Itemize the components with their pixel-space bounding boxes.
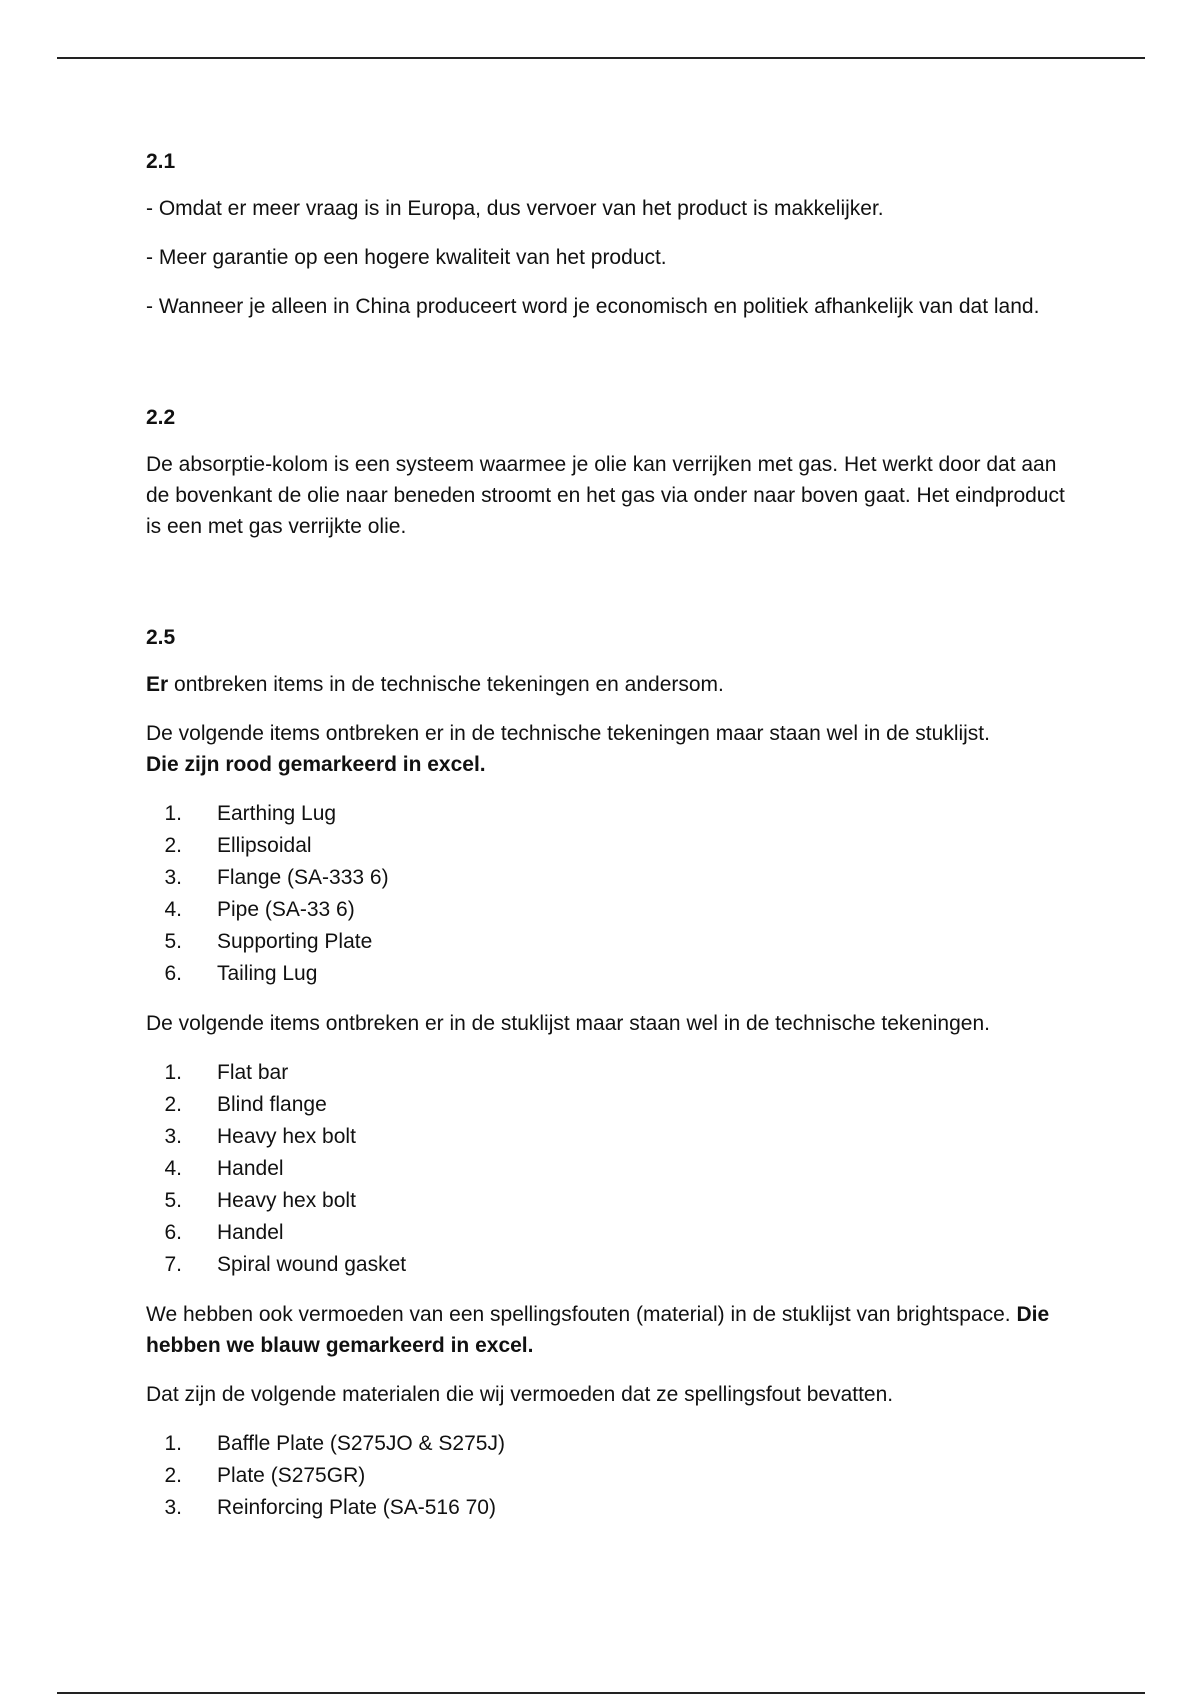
top-rule — [57, 57, 1145, 59]
list-item-text: Plate (S275GR) — [217, 1464, 366, 1487]
list-item — [146, 862, 1066, 894]
list-item-number: 5. — [164, 930, 182, 953]
list-item — [146, 830, 1066, 862]
list-item-text: Blind flange — [217, 1093, 327, 1116]
missing-drawings-text: De volgende items ontbreken er in de technische tekeningen maar staan wel in de stuklijst. — [146, 722, 990, 745]
spelling-note: Die hebben we blauw gemarkeerd in excel. — [146, 1303, 1050, 1357]
list-item-text: Baffle Plate (S275JO & S275J) — [217, 1432, 505, 1455]
list-item-text: Heavy hex bolt — [217, 1189, 356, 1212]
list-item — [146, 926, 1066, 958]
list-item-number: 1. — [164, 1432, 182, 1455]
list-item-number: 7. — [164, 1253, 182, 1276]
list-item — [146, 1153, 1066, 1185]
list-item-number: 1. — [164, 802, 182, 825]
list-item — [146, 1185, 1066, 1217]
list-item-text: Flat bar — [217, 1061, 289, 1084]
list-item — [146, 1460, 1066, 1492]
document-body — [146, 146, 1066, 1542]
list-item-text: Ellipsoidal — [217, 834, 312, 857]
list-item-number: 2. — [164, 1464, 182, 1487]
list-item-text: Reinforcing Plate (SA-516 70) — [217, 1496, 496, 1519]
heading-2-2: 2.2 — [146, 406, 176, 429]
list-item-number: 2. — [164, 834, 182, 857]
missing-list-list — [146, 1057, 1066, 1281]
list-item — [146, 958, 1066, 990]
paragraph-2-1-a: - Omdat er meer vraag is in Europa, dus vervoer van het product is makkelijker. — [146, 197, 884, 220]
paragraph-2-1-b: - Meer garantie op een hogere kwaliteit van het product. — [146, 246, 667, 269]
paragraph-spelling-intro: Dat zijn de volgende materialen die wij vermoeden dat ze spellingsfout bevatten. — [146, 1383, 894, 1406]
list-item — [146, 1089, 1066, 1121]
list-item — [146, 1492, 1066, 1524]
list-item-number: 6. — [164, 962, 182, 985]
missing-drawings-note: Die zijn rood gemarkeerd in excel. — [146, 753, 486, 776]
list-item — [146, 894, 1066, 926]
intro-rest: ontbreken items in de technische tekeningen en andersom. — [168, 673, 724, 696]
paragraph-2-5-intro — [146, 669, 1066, 700]
list-item-number: 3. — [164, 1125, 182, 1148]
spelling-text: We hebben ook vermoeden van een spellingsfouten (material) in de stuklijst van brightspace. — [146, 1303, 1017, 1326]
paragraph-2-2: De absorptie-kolom is een systeem waarmee je olie kan verrijken met gas. Het werkt door dat aan de bovenkant de olie naar beneden stroomt en het gas via onder naar boven gaat. Het eindproduct is een met gas verrijkte olie. — [146, 453, 1065, 538]
paragraph-spelling — [146, 1299, 1066, 1361]
list-item — [146, 1428, 1066, 1460]
list-item-text: Earthing Lug — [217, 802, 337, 825]
list-item-text: Flange (SA-333 6) — [217, 866, 389, 889]
list-item-text: Heavy hex bolt — [217, 1125, 356, 1148]
list-item — [146, 1057, 1066, 1089]
heading-2-5: 2.5 — [146, 626, 176, 649]
bottom-rule — [57, 1692, 1145, 1694]
list-item-text: Handel — [217, 1157, 284, 1180]
list-item-number: 1. — [164, 1061, 182, 1084]
intro-bold-word: Er — [146, 673, 169, 696]
list-item-number: 4. — [164, 898, 182, 921]
list-item-number: 6. — [164, 1221, 182, 1244]
list-item — [146, 1217, 1066, 1249]
list-item-text: Supporting Plate — [217, 930, 373, 953]
list-item — [146, 798, 1066, 830]
list-item — [146, 1249, 1066, 1281]
list-item-text: Tailing Lug — [217, 962, 318, 985]
list-item-text: Spiral wound gasket — [217, 1253, 407, 1276]
paragraph-2-1-c: - Wanneer je alleen in China produceert word je economisch en politiek afhankelijk van dat land. — [146, 295, 1040, 318]
list-item-text: Pipe (SA-33 6) — [217, 898, 355, 921]
paragraph-missing-drawings — [146, 718, 1066, 780]
list-item-number: 3. — [164, 866, 182, 889]
list-item-number: 2. — [164, 1093, 182, 1116]
list-item-number: 5. — [164, 1189, 182, 1212]
missing-drawings-list — [146, 798, 1066, 990]
list-item — [146, 1121, 1066, 1153]
spelling-list — [146, 1428, 1066, 1524]
list-item-text: Handel — [217, 1221, 284, 1244]
list-item-number: 4. — [164, 1157, 182, 1180]
paragraph-missing-list: De volgende items ontbreken er in de stuklijst maar staan wel in de technische tekeningen. — [146, 1012, 990, 1035]
list-item-number: 3. — [164, 1496, 182, 1519]
heading-2-1: 2.1 — [146, 150, 176, 173]
